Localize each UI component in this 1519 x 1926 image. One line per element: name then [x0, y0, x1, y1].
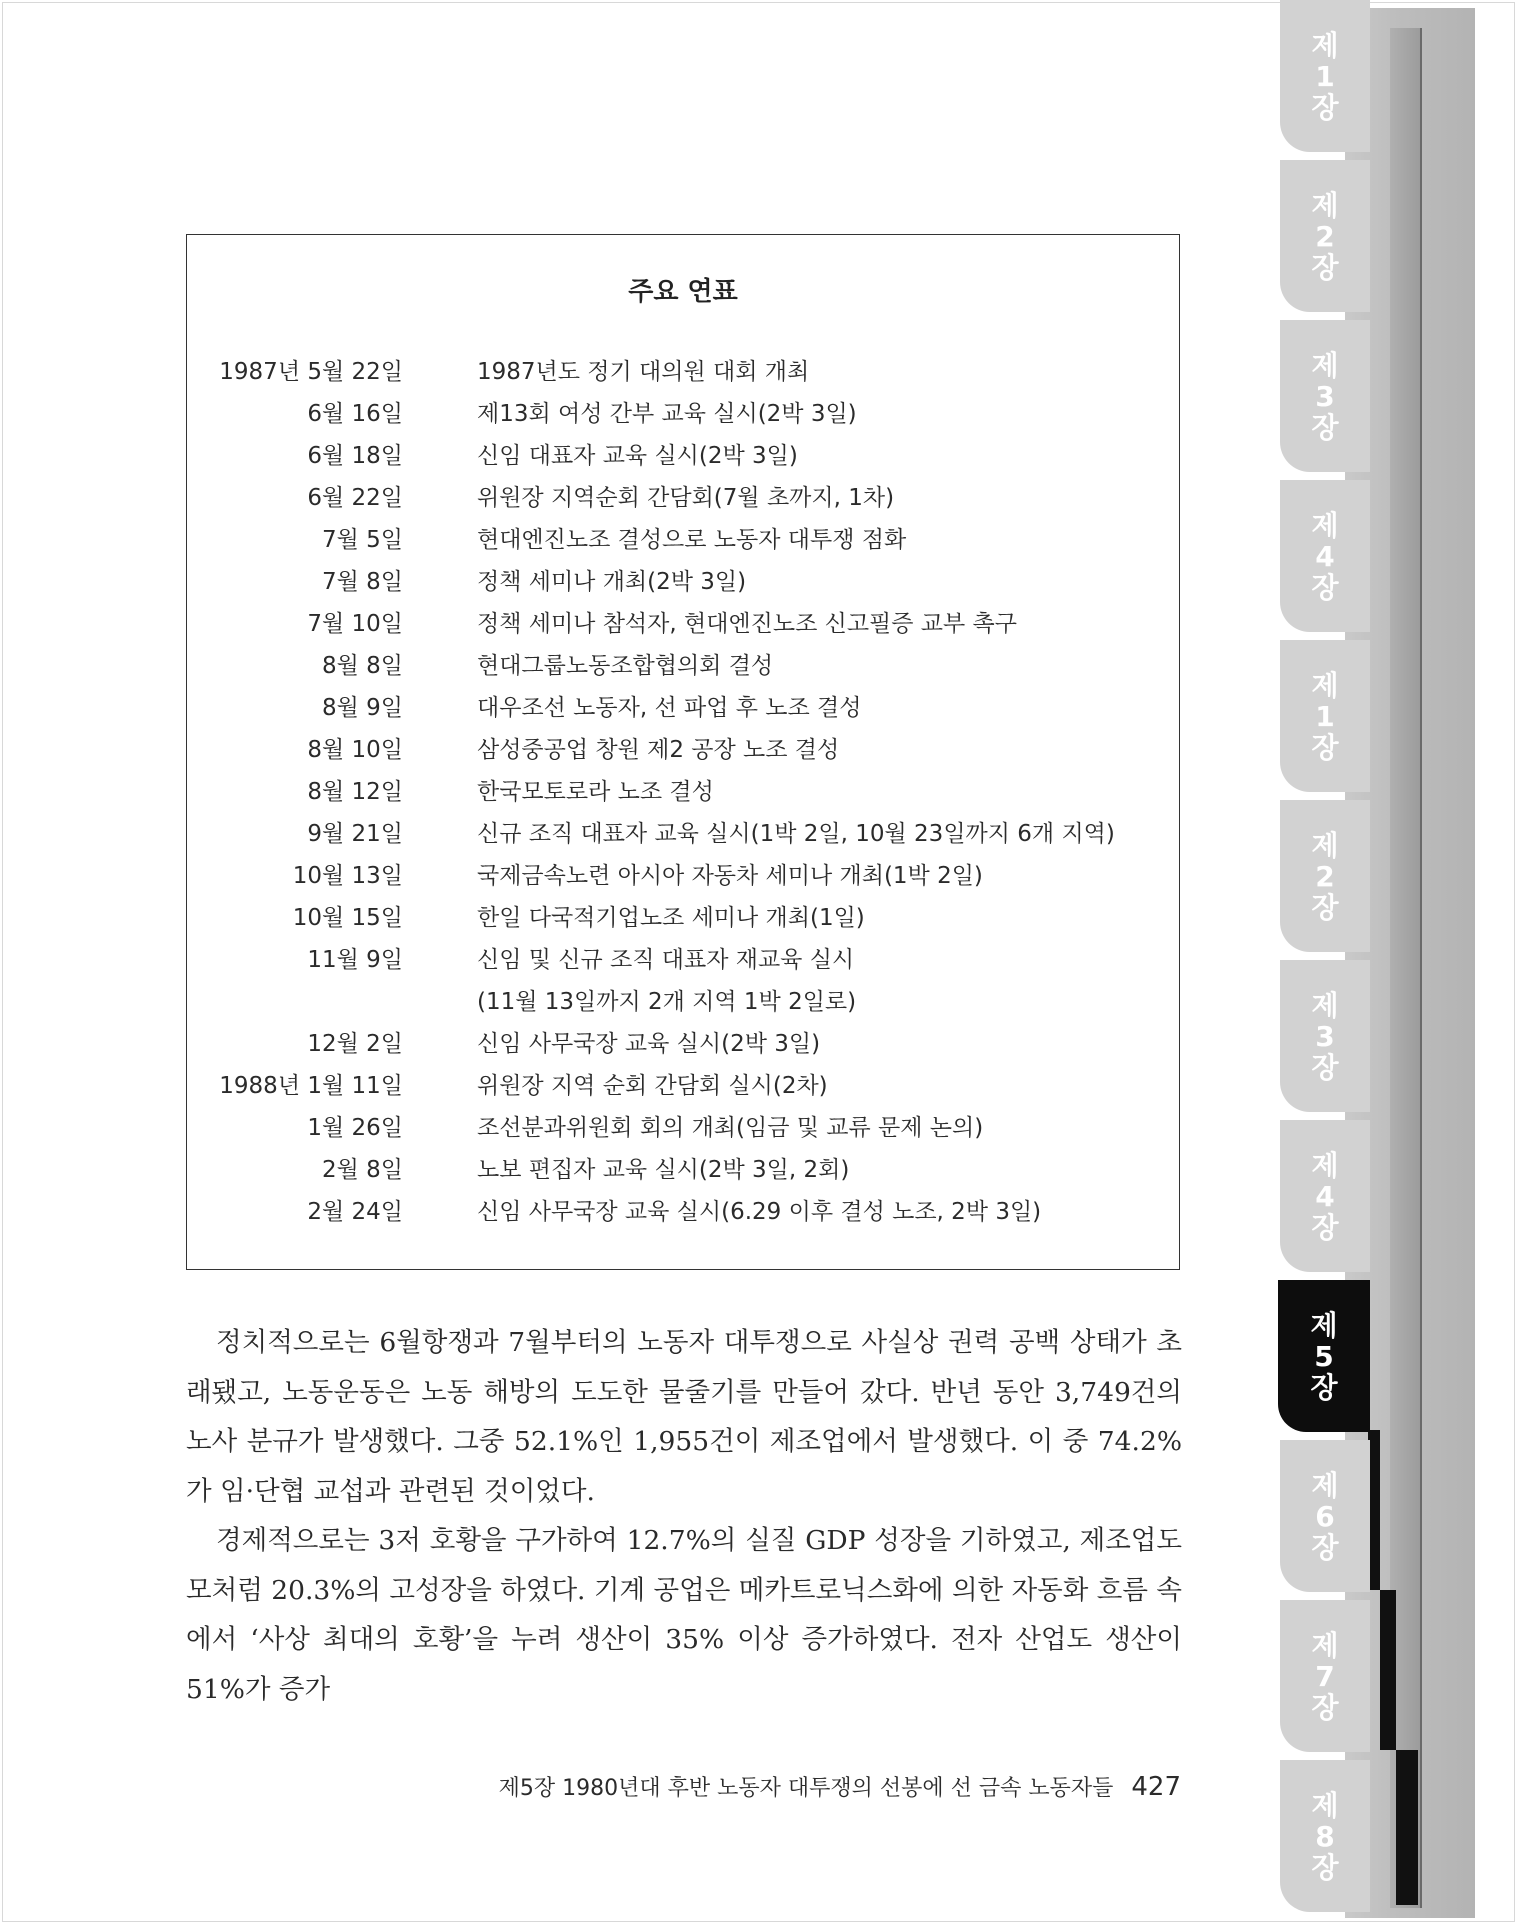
timeline-date: 10월 15일 — [292, 905, 403, 931]
timeline-date: 2월 8일 — [321, 1157, 403, 1183]
chapter-tab-label: 제2장 — [1311, 188, 1339, 284]
timeline-date: 6월 18일 — [307, 443, 403, 469]
chapter-tab-label: 제1장 — [1311, 28, 1339, 124]
chapter-tab[interactable] — [1280, 0, 1370, 152]
timeline-date: 7월 5일 — [321, 527, 403, 553]
timeline-date: 8월 9일 — [321, 695, 403, 721]
chapter-tab[interactable] — [1278, 1280, 1370, 1432]
timeline-date: 9월 21일 — [307, 821, 403, 847]
chapter-tab-label: 제1장 — [1311, 668, 1339, 764]
chapter-tab-label: 제2장 — [1311, 828, 1339, 924]
timeline-date: 1987년 5월 22일 — [219, 359, 403, 385]
timeline-event: 신임 사무국장 교육 실시(2박 3일) — [477, 1031, 821, 1057]
timeline-event: 현대엔진노조 결성으로 노동자 대투쟁 점화 — [477, 527, 907, 553]
chapter-tab[interactable] — [1280, 1600, 1370, 1752]
timeline-date: 7월 10일 — [307, 611, 403, 637]
chapter-marker — [1380, 1590, 1396, 1750]
timeline-row — [187, 1151, 1179, 1193]
timeline-event: 삼성중공업 창원 제2 공장 노조 결성 — [477, 737, 840, 763]
timeline-date: 1월 26일 — [307, 1115, 403, 1141]
timeline-date: 8월 12일 — [307, 779, 403, 805]
running-title: 제5장 1980년대 후반 노동자 대투쟁의 선봉에 선 금속 노동자들 — [498, 1776, 1114, 1801]
timeline-list — [187, 353, 1179, 1235]
chapter-tab[interactable] — [1280, 160, 1370, 312]
chapter-tab[interactable] — [1280, 480, 1370, 632]
chapter-tab[interactable] — [1280, 320, 1370, 472]
timeline-event: 노보 편집자 교육 실시(2박 3일, 2회) — [477, 1157, 850, 1183]
timeline-date: 1988년 1월 11일 — [219, 1073, 403, 1099]
chapter-tab[interactable] — [1280, 960, 1370, 1112]
timeline-row — [187, 563, 1179, 605]
chapter-tab-label: 제8장 — [1311, 1788, 1339, 1884]
chapter-tab[interactable] — [1280, 640, 1370, 792]
timeline-row — [187, 479, 1179, 521]
timeline-event: 1987년도 정기 대의원 대회 개최 — [477, 359, 810, 385]
timeline-event: 정책 세미나 개최(2박 3일) — [477, 569, 747, 595]
timeline-date: 11월 9일 — [307, 947, 403, 973]
timeline-event: 한일 다국적기업노조 세미나 개최(1일) — [477, 905, 865, 931]
timeline-event: 대우조선 노동자, 선 파업 후 노조 결성 — [477, 695, 862, 721]
timeline-date: 10월 13일 — [292, 863, 403, 889]
timeline-row — [187, 521, 1179, 563]
timeline-date: 7월 8일 — [321, 569, 403, 595]
timeline-event: 정책 세미나 참석자, 현대엔진노조 신고필증 교부 촉구 — [477, 611, 1017, 637]
timeline-event: 한국모토로라 노조 결성 — [477, 779, 714, 805]
chapter-tab[interactable] — [1280, 1760, 1370, 1912]
timeline-date: 8월 10일 — [307, 737, 403, 763]
timeline-date: 6월 22일 — [307, 485, 403, 511]
timeline-event: 위원장 지역순회 간담회(7월 초까지, 1차) — [477, 485, 895, 511]
timeline-event: 신임 사무국장 교육 실시(6.29 이후 결성 노조, 2박 3일) — [477, 1199, 1042, 1225]
timeline-date: 8월 8일 — [321, 653, 403, 679]
timeline-event: 제13회 여성 간부 교육 실시(2박 3일) — [477, 401, 857, 427]
timeline-event: 국제금속노련 아시아 자동차 세미나 개최(1박 2일) — [477, 863, 983, 889]
body-paragraph: 경제적으로는 3저 호황을 구가하여 12.7%의 실질 GDP 성장을 기하였고, 제조업도 모처럼 20.3%의 고성장을 하였다. 기계 공업은 메카트로닉스화에 의한 자동화 흐름 속에서 ‘사상 최대의 호황’을 누려 생산이 35% 이상 증가하였다. 전자 산업도 생산이 51%가 증가 — [186, 1525, 1183, 1705]
chapter-tab[interactable] — [1280, 800, 1370, 952]
timeline-box — [186, 234, 1180, 1270]
timeline-date: 12월 2일 — [307, 1031, 403, 1057]
timeline-event: 신임 대표자 교육 실시(2박 3일) — [477, 443, 798, 469]
timeline-row — [187, 395, 1179, 437]
chapter-tab-label: 제5장 — [1310, 1308, 1338, 1404]
timeline-event: 신임 및 신규 조직 대표자 재교육 실시 — [477, 947, 855, 973]
chapter-tab-label: 제6장 — [1311, 1468, 1339, 1564]
timeline-event: 현대그룹노동조합협의회 결성 — [477, 653, 774, 679]
chapter-tab[interactable] — [1280, 1120, 1370, 1272]
timeline-row — [187, 647, 1179, 689]
book-edge-outline — [1420, 28, 1422, 1908]
timeline-row — [187, 857, 1179, 899]
chapter-tab-label: 제4장 — [1311, 1148, 1339, 1244]
body-text — [186, 1318, 1182, 1714]
timeline-row — [187, 731, 1179, 773]
timeline-row — [187, 1025, 1179, 1067]
timeline-row — [187, 1109, 1179, 1151]
timeline-row — [187, 1193, 1179, 1235]
page-number: 427 — [1131, 1772, 1181, 1802]
page-footer — [499, 1771, 1181, 1802]
timeline-event: (11월 13일까지 2개 지역 1박 2일로) — [477, 989, 857, 1015]
timeline-event: 위원장 지역 순회 간담회 실시(2차) — [477, 1073, 828, 1099]
timeline-event: 신규 조직 대표자 교육 실시(1박 2일, 10월 23일까지 6개 지역) — [477, 821, 1115, 847]
chapter-tab-label: 제4장 — [1311, 508, 1339, 604]
chapter-tab-label: 제3장 — [1311, 988, 1339, 1084]
timeline-title: 주요 연표 — [628, 277, 738, 307]
chapter-tab[interactable] — [1280, 1440, 1370, 1592]
timeline-row — [187, 605, 1179, 647]
chapter-tab-label: 제7장 — [1311, 1628, 1339, 1724]
timeline-event: 조선분과위원회 회의 개최(임금 및 교류 문제 논의) — [477, 1115, 984, 1141]
timeline-row — [187, 689, 1179, 731]
timeline-row — [187, 815, 1179, 857]
timeline-row — [187, 437, 1179, 479]
timeline-row — [187, 1067, 1179, 1109]
timeline-row — [187, 983, 1179, 1025]
body-paragraph: 정치적으로는 6월항쟁과 7월부터의 노동자 대투쟁으로 사실상 권력 공백 상태가 초래됐고, 노동운동은 노동 해방의 도도한 물줄기를 만들어 갔다. 반년 동안 3,749건의 노사 분규가 발생했다. 그중 52.1%인 1,955건이 제조업에서 발생했다. 이 중 74.2%가 임·단협 교섭과 관련된 것이었다. — [186, 1327, 1182, 1507]
timeline-row — [187, 353, 1179, 395]
timeline-row — [187, 941, 1179, 983]
timeline-date: 6월 16일 — [307, 401, 403, 427]
timeline-date: 2월 24일 — [307, 1199, 403, 1225]
timeline-row — [187, 773, 1179, 815]
timeline-row — [187, 899, 1179, 941]
chapter-tab-label: 제3장 — [1311, 348, 1339, 444]
chapter-marker — [1396, 1750, 1418, 1905]
